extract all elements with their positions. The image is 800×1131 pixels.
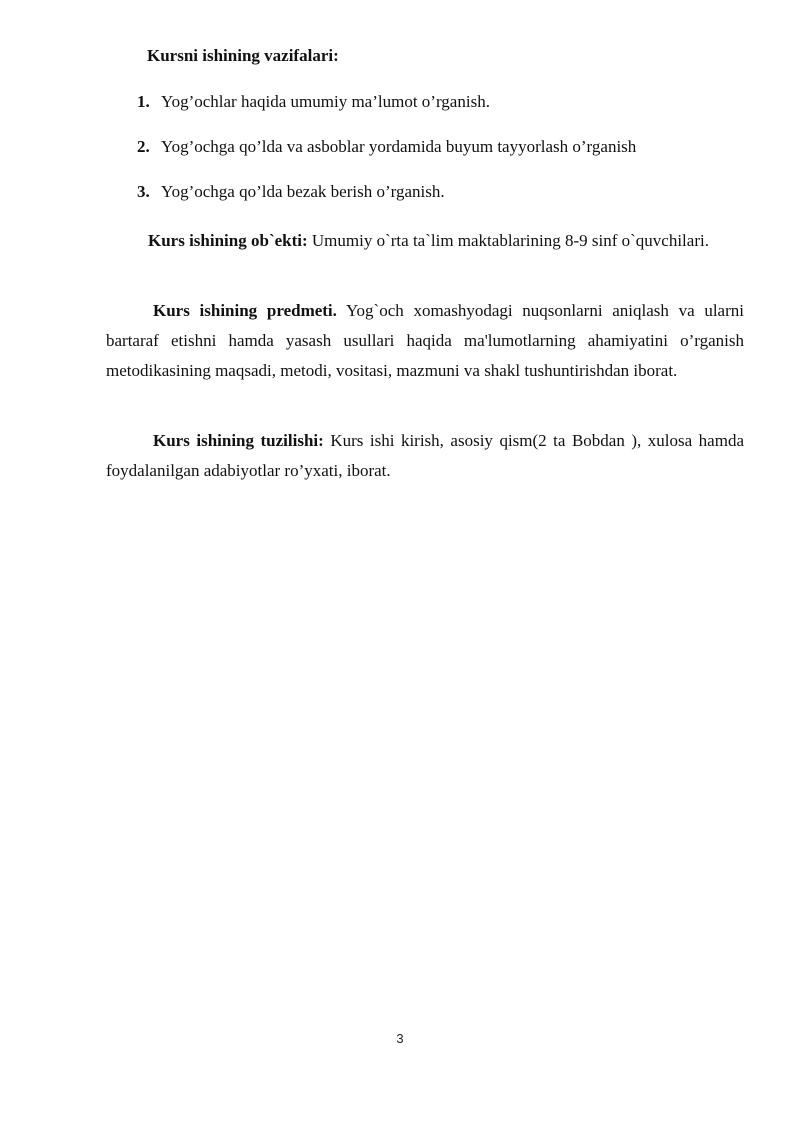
- subject-label: Kurs ishining predmeti.: [153, 301, 337, 320]
- tasks-heading: Kursni ishining vazifalari:: [147, 46, 339, 65]
- object-paragraph: [106, 226, 744, 256]
- task-text: Yog’ochga qo’lda bezak berish o’rganish.: [161, 182, 445, 201]
- task-number: 3.: [137, 182, 150, 201]
- task-number: 2.: [137, 137, 150, 156]
- task-item-1: [137, 92, 490, 112]
- task-item-2: [137, 137, 636, 157]
- task-text: Yog’ochga qo’lda va asboblar yordamida buyum tayyorlash o’rganish: [161, 137, 637, 156]
- object-text: Umumiy o`rta ta`lim maktablarining 8-9 sinf o`quvchilari.: [311, 231, 709, 250]
- object-label: Kurs ishining ob`ekti:: [148, 231, 308, 250]
- task-number: 1.: [137, 92, 150, 111]
- structure-paragraph: [106, 426, 744, 486]
- subject-text: Yog`och xomashyodagi nuqsonlarni aniqlash va ularni bartaraf etishni hamda yasash usullari haqida ma'lumotlarning ahamiyatini o’rganish metodikasining maqsadi, metodi, vositasi, mazmuni va shakl tushuntirishdan iborat.: [106, 301, 744, 380]
- structure-label: Kurs ishining tuzilishi:: [153, 431, 324, 450]
- task-text: Yog’ochlar haqida umumiy ma’lumot o’rganish.: [161, 92, 490, 111]
- page-number: 3: [396, 1031, 404, 1046]
- task-item-3: [137, 182, 445, 202]
- subject-paragraph: [106, 296, 744, 386]
- structure-text: Kurs ishi kirish, asosiy qism(2 ta Bobdan ), xulosa hamda foydalanilgan adabiyotlar ro’yxati, iborat.: [106, 431, 744, 480]
